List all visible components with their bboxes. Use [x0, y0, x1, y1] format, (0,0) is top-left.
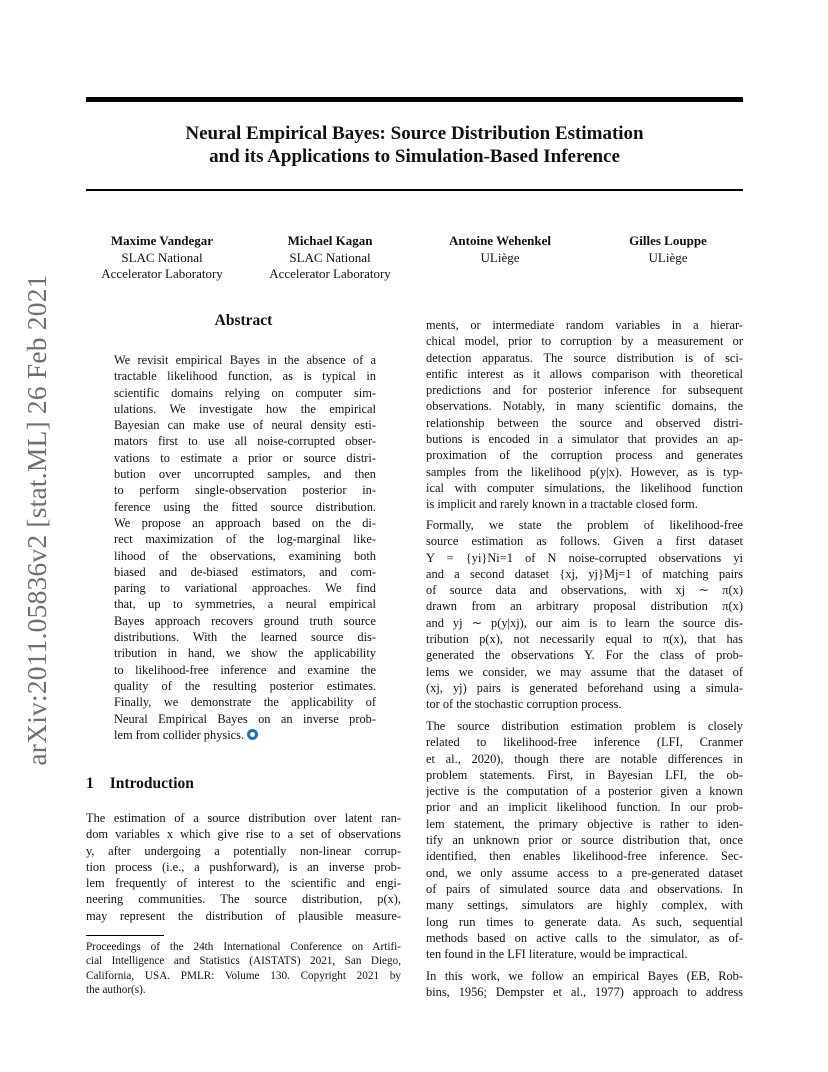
title-line-2: and its Applications to Simulation-Based Inference	[209, 146, 620, 167]
abstract-line: scientific domains relying on computer sim-	[114, 385, 376, 400]
abstract-line: to perform single-observation posterior in-	[114, 483, 376, 498]
abstract-line: quality of the resulting posterior estimates.	[114, 678, 376, 693]
author-block	[86, 233, 238, 283]
right-line: of pairs of simulated source data and observations. In	[426, 881, 743, 896]
right-line: of source data and observations, with xj ∼ π(x)	[426, 583, 743, 598]
author-name: Maxime Vandegar	[110, 233, 214, 248]
right-line: problem statements. First, in Bayesian LFI, the ob-	[426, 767, 743, 782]
abstract-line: vations to estimate a prior or source distri-	[114, 450, 376, 465]
author-name: Antoine Wehenkel	[449, 233, 551, 248]
right-line: identified, then enables likelihood-free inference. Sec-	[426, 849, 743, 864]
intro-line: lem frequently of interest to the scientific and engi-	[86, 876, 401, 891]
title-rule-bottom	[86, 189, 743, 191]
footnote-rule	[86, 935, 164, 936]
author-affiliation: Accelerator Laboratory	[101, 266, 223, 281]
author-affiliation: ULiège	[480, 249, 520, 265]
intro-body	[86, 810, 401, 924]
abstract-line: ulations. We investigate how the empirical	[114, 401, 376, 416]
abstract-line: paring to variational approaches. We find	[114, 581, 376, 596]
right-line: lems we consider, we may assume that the dataset of	[426, 664, 743, 679]
right-line: observations. Notably, in many scientific domains, the	[426, 399, 743, 414]
right-line: proximation of the corruption process and generates	[426, 448, 743, 463]
right-line: tribution p(x), not necessarily equal to π(x), that has	[426, 632, 743, 647]
right-line: and a second dataset {xj, yj}Mj=1 of matching pairs	[426, 566, 743, 581]
abstract-line	[114, 727, 376, 743]
author-block	[254, 233, 406, 283]
right-line: jective is the computation of a posterior given a known	[426, 784, 743, 799]
right-line: entific interest as it allows comparison with theoretical	[426, 366, 743, 381]
abstract-line: rect maximization of the log-marginal like-	[114, 532, 376, 547]
abstract-body	[114, 352, 376, 743]
right-line: ten found in the LFI literature, would be impractical.	[426, 947, 688, 962]
right-paragraph	[426, 968, 743, 1001]
right-line: ond, we only assume access to a pre-generated dataset	[426, 865, 743, 880]
section-number: 1	[86, 775, 94, 792]
abstract-line-text: lem from collider physics.	[114, 727, 245, 742]
github-icon[interactable]	[247, 729, 258, 740]
abstract-line: We revisit empirical Bayes in the absence of a	[114, 353, 376, 367]
abstract-line: Bayesian can make use of neural density esti-	[114, 418, 376, 433]
author-name: Michael Kagan	[287, 233, 373, 248]
footnote-line: California, USA. PMLR: Volume 130. Copyright 2021 by	[86, 969, 401, 982]
right-line: relationship between the source and observed distri-	[426, 415, 743, 430]
abstract-line: mators first to use all noise-corrupted obser-	[114, 434, 376, 449]
abstract-line: tractable likelihood function, as is typical in	[114, 369, 376, 384]
right-line: generated the observations Y. For the class of prob-	[426, 648, 743, 663]
right-line: related to likelihood-free inference (LFI, Cranmer	[426, 735, 743, 750]
author-affiliation: SLAC National	[289, 249, 371, 265]
author-affiliation: ULiège	[648, 249, 688, 265]
right-line: lem statement, the primary objective is rather to iden-	[426, 816, 743, 831]
right-line: long run times to generate data. As such, sequential	[426, 914, 743, 929]
right-line: samples from the likelihood p(y|x). However, as is typ-	[426, 464, 743, 479]
right-line: tify an unknown prior or source distribution that, once	[426, 833, 743, 848]
right-line: source estimation as follows. Given a first dataset	[426, 534, 743, 549]
right-line: et al., 2020), though there are notable differences in	[426, 751, 743, 766]
author-block	[424, 233, 576, 266]
right-line: tor of the stochastic corruption process.	[426, 697, 622, 712]
intro-line: dom variables x which give rise to a set of observations	[86, 827, 401, 842]
right-paragraph	[426, 517, 743, 713]
right-line: In this work, we follow an empirical Bayes (EB, Rob-	[426, 969, 743, 983]
abstract-line: biased and de-biased estimators, and com-	[114, 564, 376, 579]
intro-line: The estimation of a source distribution over latent ran-	[86, 811, 401, 825]
abstract-line: Neural Empirical Bayes on an inverse prob-	[114, 711, 376, 726]
right-line: Y = {yi}Ni=1 of N noise-corrupted observations yi	[426, 550, 743, 565]
abstract-line: Bayes approach recovers ground truth source	[114, 613, 376, 628]
abstract-line: lihood of the observations, examining both	[114, 548, 376, 563]
right-line: methods based on active calls to the simulator, as of-	[426, 930, 743, 945]
right-line: drawn from an arbitrary proposal distribution π(x)	[426, 599, 743, 614]
right-line: ments, or intermediate random variables in a hierar-	[426, 318, 743, 332]
author-block	[592, 233, 744, 266]
arxiv-stamp	[16, 274, 58, 766]
author-affiliation: Accelerator Laboratory	[269, 266, 391, 281]
intro-line: may represent the distribution of plausible measure-	[86, 908, 401, 923]
right-line: predictions and for posterior inference for subsequent	[426, 383, 743, 398]
right-line: The source distribution estimation problem is closely	[426, 719, 743, 733]
abstract-line: that, up to symmetries, a neural empirical	[114, 597, 376, 612]
right-line: ical with computer simulations, the likelihood function	[426, 480, 743, 495]
intro-line: tion process (i.e., a pushforward), is an inverse prob-	[86, 859, 401, 874]
footnote-line: Proceedings of the 24th International Conference on Artifi-	[86, 941, 401, 953]
title-line-1: Neural Empirical Bayes: Source Distribution Estimation	[185, 123, 644, 144]
footnote-line: cial Intelligence and Statistics (AISTATS) 2021, San Diego,	[86, 955, 401, 968]
right-paragraph	[426, 718, 743, 962]
right-line: prior and an implicit likelihood function. In our prob-	[426, 800, 743, 815]
abstract-line: Finally, we demonstrate the applicability of	[114, 695, 376, 710]
paper-title	[86, 122, 743, 168]
arxiv-id: arXiv:2011.05836v2 [stat.ML] 26 Feb 2021	[21, 274, 52, 766]
right-line: (xj, yj) pairs is generated beforehand using a simula-	[426, 680, 743, 695]
right-line: bins, 1956; Dempster et al., 1977) approach to address	[426, 985, 743, 1000]
title-rule-top	[86, 97, 743, 102]
right-paragraph	[426, 317, 743, 513]
intro-line: neering communities. The source distribution, p(x),	[86, 892, 401, 907]
abstract-line: distributions. With the learned source dis-	[114, 630, 376, 645]
right-line: detection apparatus. The source distribution is of sci-	[426, 350, 743, 365]
section-title: Introduction	[109, 775, 194, 792]
right-line: many settings, simulators are highly complex, with	[426, 898, 743, 913]
abstract-line: bution over uncorrupted samples, and then	[114, 467, 376, 482]
right-line: chical model, prior to corruption by a measurement or	[426, 334, 743, 349]
right-line: butions is encoded in a simulator that provides an ap-	[426, 432, 743, 447]
author-affiliation: SLAC National	[121, 249, 203, 265]
intro-line: y, after undergoing a potentially non-linear corrup-	[86, 843, 401, 858]
right-line: is implicit and rarely known in a tractable closed form.	[426, 497, 698, 512]
abstract-line: to likelihood-free inference and examine the	[114, 662, 376, 677]
abstract-line: We propose an approach based on the di-	[114, 515, 376, 530]
intro-heading	[86, 775, 194, 793]
abstract-heading: Abstract	[214, 312, 273, 329]
right-line: Formally, we state the problem of likelihood-free	[426, 518, 743, 532]
abstract-line: tribution in hand, we show the applicability	[114, 646, 376, 661]
abstract-line: ference using the fitted source distribution.	[114, 499, 376, 514]
footnote-line: the author(s).	[86, 984, 146, 997]
author-name: Gilles Louppe	[629, 233, 707, 248]
right-line: and yj ∼ p(y|xj), our aim is to learn the source dis-	[426, 615, 743, 630]
footnote	[86, 940, 401, 998]
